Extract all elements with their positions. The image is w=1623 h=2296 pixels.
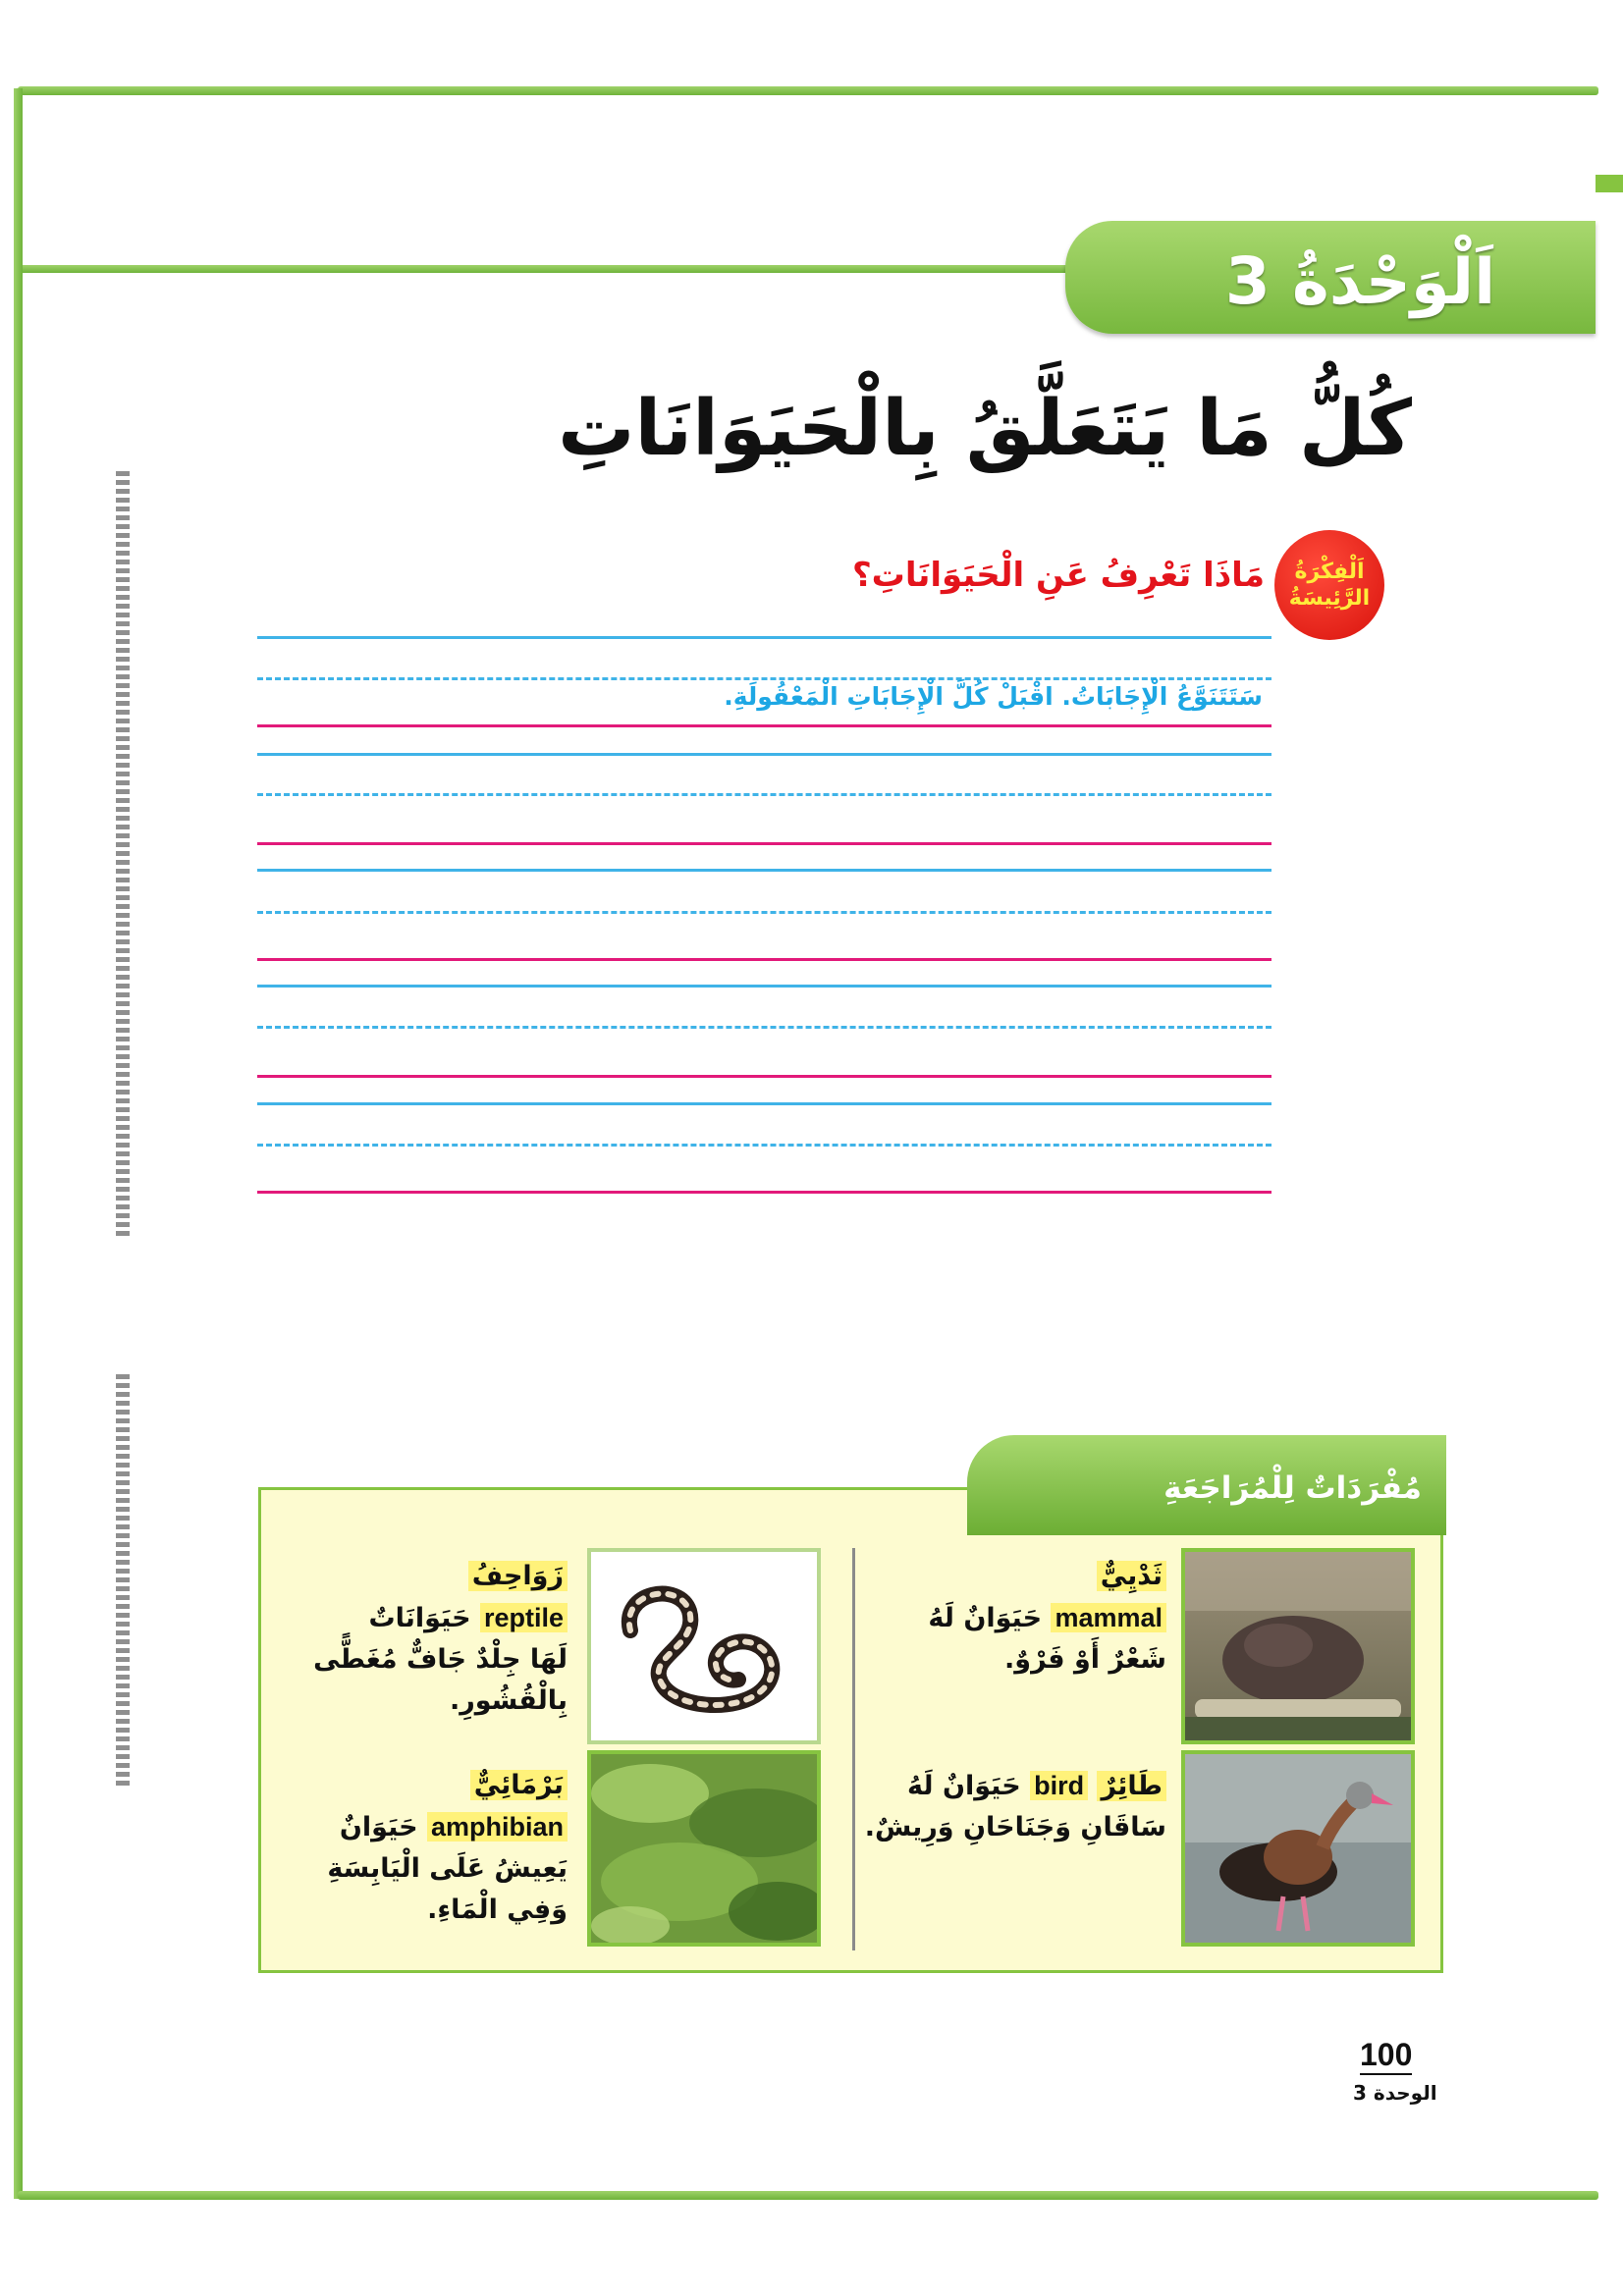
vocabulary-title: مُفْرَدَاتٌ لِلْمُرَاجَعَةِ (1163, 1470, 1422, 1506)
reptile-photo (587, 1548, 821, 1744)
bird-def-1: حَيَوَانٌ لَهُ (907, 1771, 1021, 1801)
writing-line-mid (257, 793, 1271, 796)
writing-line-mid (257, 911, 1271, 914)
amphibian-def-1: حَيَوَانٌ (339, 1812, 418, 1842)
left-border (14, 88, 23, 2199)
vocab-entry-reptile (253, 1556, 568, 1722)
writing-line-mid (257, 1026, 1271, 1029)
writing-line-base (257, 958, 1271, 961)
snake-image (591, 1552, 817, 1740)
amphibian-ar-term: بَرْمَائِيٌّ (470, 1770, 568, 1800)
bottom-border (18, 2191, 1598, 2200)
mammal-image (1185, 1552, 1411, 1740)
header-rule (18, 265, 1098, 273)
unit-heading (1204, 243, 1495, 319)
side-margin-print-top (116, 471, 130, 1237)
amphibian-image (591, 1754, 817, 1943)
writing-line-top (257, 869, 1271, 872)
writing-line-base (257, 724, 1271, 727)
big-idea-question: مَاذَا تَعْرِفُ عَنِ الْحَيَوَانَاتِ؟ (851, 556, 1265, 595)
writing-line-top (257, 753, 1271, 756)
big-idea-line1: اَلْفِكْرَةُ (1294, 559, 1365, 584)
side-margin-print-bottom (116, 1374, 130, 1787)
writing-line-mid (257, 1144, 1271, 1147)
duck-image (1185, 1754, 1411, 1943)
page-unit-ref: الوحدة 3 (1353, 2081, 1437, 2105)
mammal-ar-term: ثَدْيِيٌّ (1097, 1561, 1166, 1591)
vocab-entry-amphibian (253, 1765, 568, 1931)
unit-number: 3 (1224, 243, 1271, 319)
top-border (18, 86, 1598, 95)
bird-photo (1181, 1750, 1415, 1947)
reptile-def-2: لَهَا جِلْدٌ جَافٌّ مُغَطًّى (313, 1644, 568, 1675)
corner-marker (1596, 175, 1623, 192)
mammal-def-1: حَيَوَانٌ لَهُ (928, 1603, 1043, 1633)
bird-en-term: bird (1030, 1771, 1088, 1800)
vocab-entry-bird (842, 1765, 1166, 1848)
reptile-ar-term: زَوَاحِفُ (468, 1561, 568, 1591)
reptile-en-term: reptile (480, 1603, 568, 1632)
big-idea-line2: الرَّئِيسَةُ (1288, 586, 1371, 611)
amphibian-def-3: وَفِي الْمَاءِ. (427, 1895, 568, 1925)
writing-line-top (257, 1102, 1271, 1105)
writing-line-base (257, 1191, 1271, 1194)
writing-line-base (257, 1075, 1271, 1078)
big-idea-badge (1274, 530, 1384, 640)
bird-def-2: سَاقَانِ وَجَنَاحَانِ وَرِيشٌ. (864, 1812, 1166, 1842)
mammal-en-term: mammal (1051, 1603, 1166, 1632)
amphibian-en-term: amphibian (427, 1812, 568, 1842)
amphibian-photo (587, 1750, 821, 1947)
mammal-photo (1181, 1548, 1415, 1744)
reptile-def-3: بِالْقُشُورِ. (449, 1685, 568, 1716)
reptile-def-1: حَيَوَانَاتٌ (368, 1603, 471, 1633)
mammal-def-2: شَعْرٌ أَوْ فَرْوٌ. (1004, 1644, 1166, 1675)
writing-line-mid (257, 677, 1271, 680)
page-number: 100 (1360, 2037, 1412, 2075)
writing-line-base (257, 842, 1271, 845)
bird-ar-term: طَائِرٌ (1097, 1771, 1166, 1801)
writing-line-top (257, 985, 1271, 988)
page-title: كُلُّ مَا يَتَعَلَّقُ بِالْحَيَوَانَاتِ (558, 385, 1412, 473)
vocab-entry-mammal (842, 1556, 1166, 1681)
answer-hint: سَتَتَنَوَّعُ الْإِجَابَاتُ. اقْبَلْ كُلَّ الْإِجَابَاتِ الْمَعْقُولَةِ. (720, 682, 1267, 711)
unit-label: اَلْوَحْدَةُ (1292, 246, 1495, 319)
writing-line-top (257, 636, 1271, 639)
amphibian-def-2: يَعِيشُ عَلَى الْيَابِسَةِ (327, 1853, 568, 1884)
